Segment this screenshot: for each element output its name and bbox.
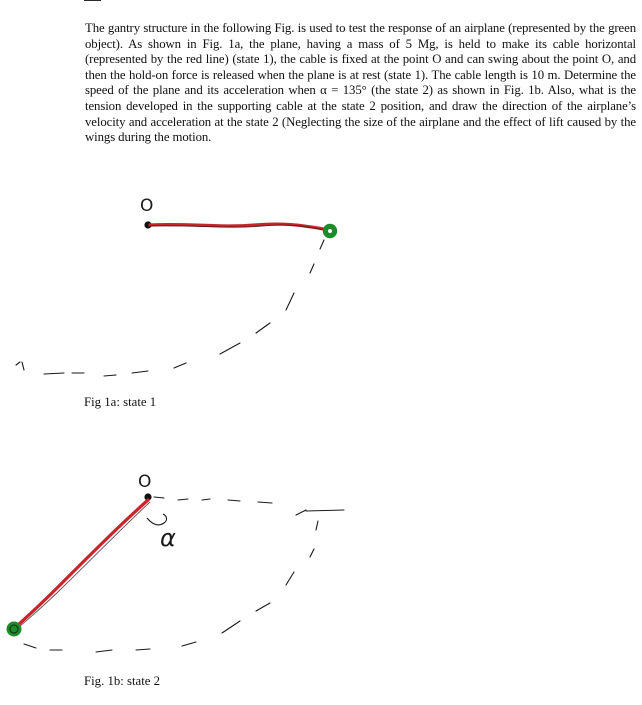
airplane-state-1	[323, 224, 337, 238]
top-cutoff-fragment	[84, 0, 102, 2]
cable-horizontal	[150, 224, 330, 231]
swing-path-dashed	[16, 240, 324, 376]
angle-label-alpha: α	[160, 524, 176, 552]
cable-inclined	[14, 500, 150, 631]
caption-figure-1b: Fig. 1b: state 2	[84, 674, 161, 688]
figure-1b	[0, 462, 642, 700]
pivot-label-o: O	[138, 472, 152, 492]
figure-1a	[0, 185, 642, 410]
figure-1a-drawing	[0, 185, 642, 410]
figure-1b-drawing	[0, 462, 642, 700]
pivot-label-o: O	[140, 196, 154, 216]
reference-line-dashed	[154, 497, 344, 515]
airplane-state-2	[7, 622, 22, 637]
caption-figure-1a: Fig 1a: state 1	[84, 395, 157, 409]
problem-statement: The gantry structure in the following Fig. is used to test the response of an airplane (represented by the green object). As shown in Fig. 1a, the plane, having a mass of 5 Mg, is held to make its cable horizontal (represented by the red line) (state 1), the cable is fixed at the point O and can swing about the point O, and then the hold-on force is released when the plane is at rest (state 1). The cable length is 10 m. Determine the speed of the plane and its acceleration when α = 135° (the state 2) as shown in Fig. 1b. Also, what is the tension developed in the supporting cable at the state 2 position, and draw the direction of the airplane’s velocity and acceleration at the state 2 (Neglecting the size of the airplane and the effect of lift caused by the wings during the motion.	[85, 21, 636, 145]
